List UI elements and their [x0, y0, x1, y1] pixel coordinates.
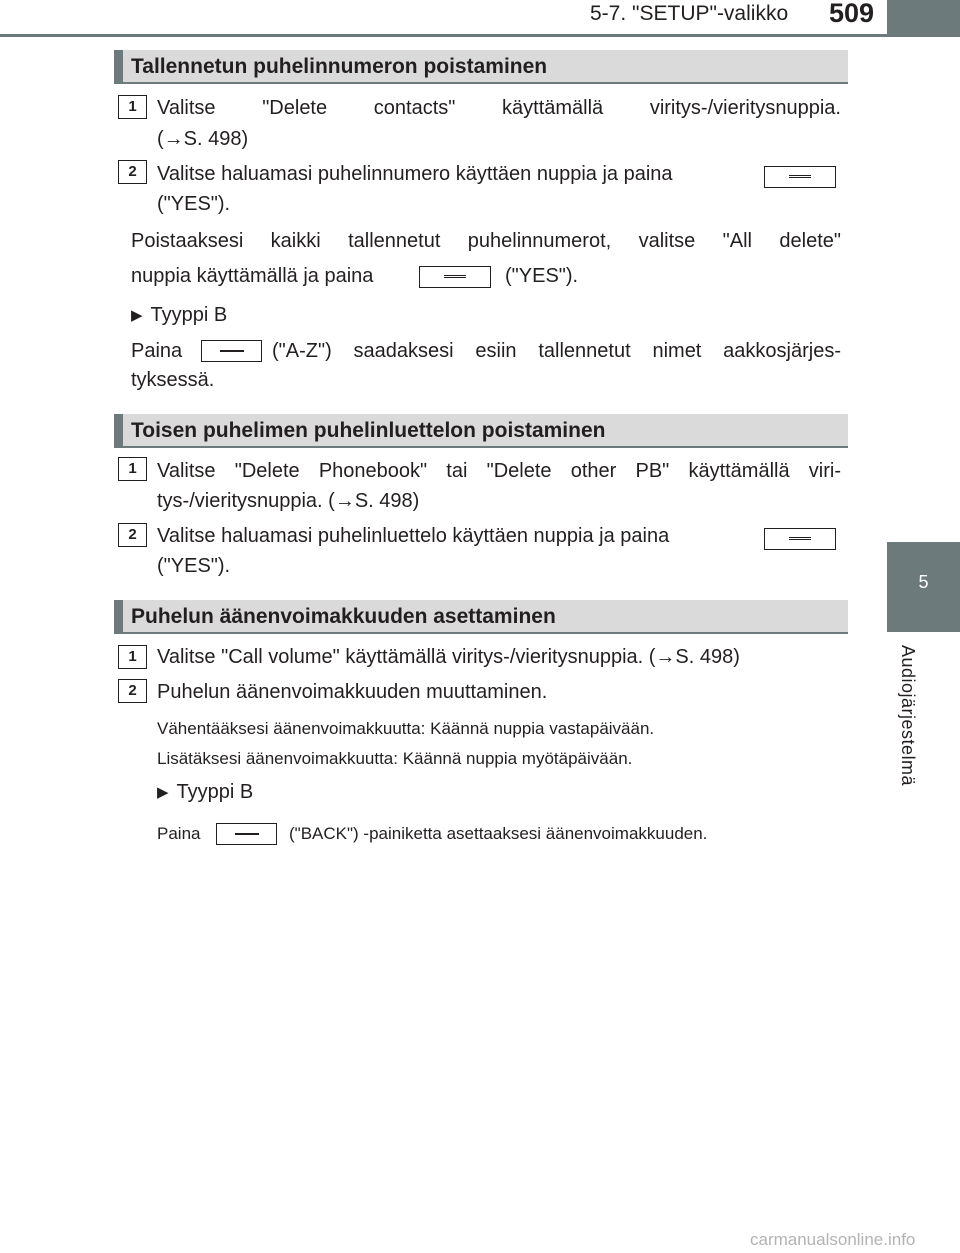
section-heading-text: Tallennetun puhelinnumeron poistaminen [131, 55, 548, 78]
type-heading [157, 776, 253, 810]
step-text: Puhelun äänenvoimakkuuden muuttaminen. [157, 681, 548, 703]
chapter-number: 5 [918, 572, 929, 592]
step-text: (→S. 498) [157, 128, 249, 150]
yes-button-icon [764, 166, 836, 188]
step-number: 2 [118, 523, 147, 547]
note-text: Paina [157, 824, 201, 843]
note-text: Poistaaksesi kaikki tallennetut puhelinnumerot, valitse "All delete" [131, 230, 841, 252]
step-text: ("YES"). [157, 193, 231, 215]
detail-text: Lisätäksesi äänenvoimakkuutta: Käännä nuppia myötäpäivään. [157, 749, 633, 768]
type-label: Tyyppi B [150, 304, 228, 326]
detail-text: Vähentääksesi äänenvoimakkuutta: Käännä nuppia vastapäivään. [157, 719, 655, 738]
note-text: nuppia käyttämällä ja paina [131, 265, 374, 287]
section-heading [114, 414, 848, 448]
note-text: Paina [131, 340, 183, 362]
az-button-icon [201, 340, 262, 362]
step-number: 1 [118, 95, 147, 119]
step-text: tys-/vieritysnuppia. (→S. 498) [157, 490, 420, 512]
step-text: Valitse "Delete contacts" käyttämällä viritys-/vieritysnuppia. [157, 97, 841, 119]
type-heading [131, 299, 227, 333]
step-text: Valitse haluamasi puhelinnumero käyttäen nuppia ja paina [157, 163, 673, 185]
section-heading [114, 600, 848, 634]
triangle-bullet-icon: ▶ [157, 784, 169, 801]
back-button-icon [216, 823, 277, 845]
step-text: ("YES"). [157, 555, 231, 577]
note-text: ("YES"). [505, 265, 579, 287]
yes-button-icon [419, 266, 491, 288]
type-label: Tyyppi B [176, 781, 254, 803]
chapter-title: Audiojärjestelmä [898, 645, 918, 787]
step-number: 2 [118, 160, 147, 184]
header-rule [0, 34, 960, 37]
step-number: 1 [118, 645, 147, 669]
triangle-bullet-icon: ▶ [131, 307, 143, 324]
watermark: carmanualsonline.info [750, 1230, 916, 1249]
step-text: Valitse "Call volume" käyttämällä viritys-/vieritysnuppia. (→S. 498) [157, 646, 740, 668]
section-title: 5-7. "SETUP"-valikko [590, 2, 789, 25]
page-number: 509 [829, 0, 875, 28]
step-number: 2 [118, 679, 147, 703]
note-text: ("A-Z") saadaksesi esiin tallennetut nimet aakkosjärjes- [272, 340, 841, 362]
section-heading-text: Puhelun äänenvoimakkuuden asettaminen [131, 605, 556, 628]
step-number: 1 [118, 457, 147, 481]
step-text: Valitse "Delete Phonebook" tai "Delete other PB" käyttämällä viri- [157, 460, 841, 482]
section-heading-text: Toisen puhelimen puhelinluettelon poistaminen [131, 419, 606, 442]
yes-button-icon [764, 528, 836, 550]
note-text: ("BACK") -painiketta asettaaksesi äänenvoimakkuuden. [289, 824, 708, 843]
note-text: tyksessä. [131, 369, 215, 391]
step-text: Valitse haluamasi puhelinluettelo käyttäen nuppia ja paina [157, 525, 670, 547]
section-heading [114, 50, 848, 84]
header-tab [887, 0, 960, 36]
